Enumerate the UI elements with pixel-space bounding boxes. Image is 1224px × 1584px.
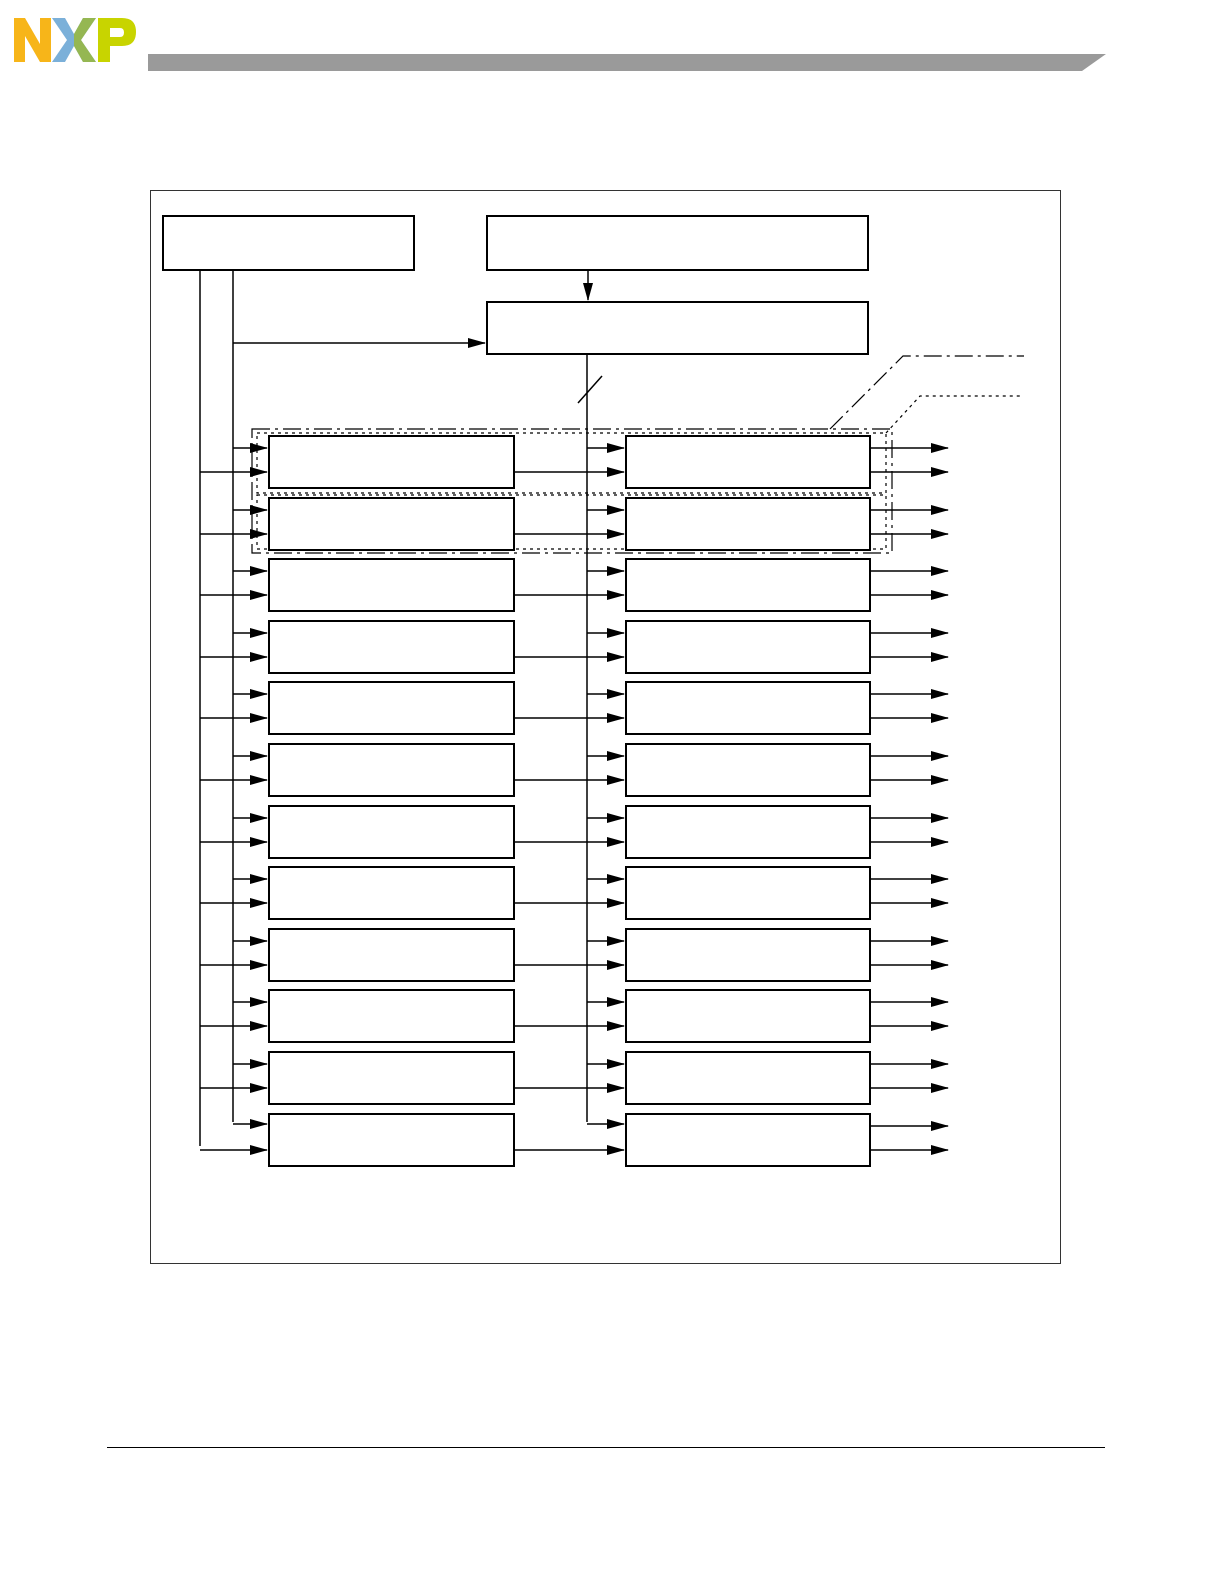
channel-rows [200,436,948,1166]
left-channel-block [269,559,514,611]
footer-rule [107,1447,1105,1448]
callout-leader-dashdot [830,356,1024,429]
left-channel-block [269,436,514,488]
left-channel-block [269,1114,514,1166]
right-channel-block [626,990,870,1042]
right-channel-block [626,1114,870,1166]
right-channel-block [626,806,870,858]
left-channel-block [269,621,514,673]
upper-control-block [487,216,868,270]
right-channel-block [626,1052,870,1104]
left-channel-block [269,498,514,550]
lower-control-block [487,302,868,354]
bus-width-slash [578,376,602,403]
callout-leader-dotted [886,396,1020,433]
right-channel-block [626,621,870,673]
source-block [163,216,414,270]
left-channel-block [269,744,514,796]
right-channel-block [626,929,870,981]
left-channel-block [269,1052,514,1104]
right-channel-block [626,744,870,796]
left-channel-block [269,990,514,1042]
right-channel-block [626,498,870,550]
left-channel-block [269,682,514,734]
right-channel-block [626,682,870,734]
left-channel-block [269,929,514,981]
right-channel-block [626,559,870,611]
left-channel-block [269,867,514,919]
right-channel-block [626,867,870,919]
left-channel-block [269,806,514,858]
right-channel-block [626,436,870,488]
